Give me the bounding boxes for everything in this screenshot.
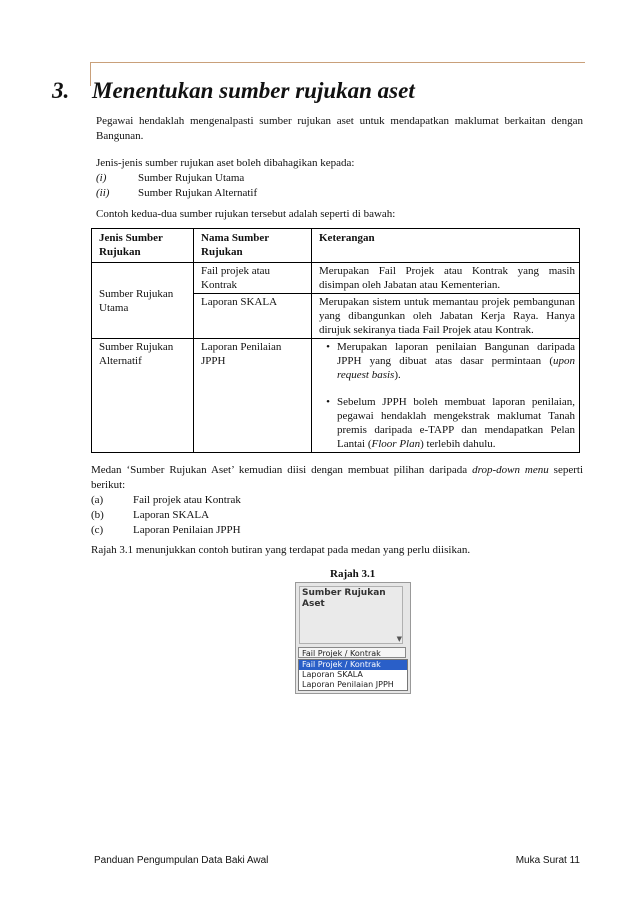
list-label: (b): [91, 509, 104, 521]
bullet-italic: upon request basis: [337, 355, 575, 381]
list-label: (a): [91, 494, 104, 506]
section-heading: [52, 78, 415, 104]
bullet-item: [319, 340, 575, 382]
list-item: [91, 523, 583, 538]
table-cell-desc: Merupakan sistem untuk memantau projek pembangunan yang dibangunkan oleh Jabatan Kerja Raya. Hanya dirujuk sekiranya tiada Fail Projek atau Kontrak.: [312, 294, 580, 339]
bullet-italic: Floor Plan: [371, 438, 421, 450]
dropdown-option[interactable]: Laporan SKALA: [302, 670, 363, 679]
table-row: [92, 339, 580, 453]
list-label: (i): [96, 172, 107, 184]
dropdown-option[interactable]: Fail Projek / Kontrak: [299, 660, 407, 670]
list-label: (ii): [96, 187, 110, 199]
list-text: Laporan Penilaian JPPH: [133, 524, 241, 536]
table-cell-desc: [312, 339, 580, 453]
list-item: [96, 171, 583, 186]
types-list: [96, 171, 583, 201]
bullet-text-end: ).: [394, 369, 401, 381]
table-cell-name: Laporan SKALA: [194, 294, 312, 339]
footer-page-number: Muka Surat 11: [515, 855, 580, 866]
bullet-text-end: ) terlebih dahulu.: [420, 438, 496, 450]
list-text: Laporan SKALA: [133, 509, 210, 521]
medan-block: [91, 463, 583, 538]
options-list: [91, 493, 583, 538]
medan-paragraph: Medan ‘Sumber Rujukan Aset’ kemudian diisi dengan membuat pilihan daripada drop-down menu seperti berikut:: [91, 464, 584, 491]
header-rule: [90, 62, 585, 63]
list-label: (c): [91, 524, 104, 536]
list-text: Sumber Rujukan Alternatif: [138, 187, 258, 199]
list-item: [96, 186, 583, 201]
chevron-down-icon[interactable]: ▼: [396, 635, 402, 643]
bullet-icon: •: [326, 396, 330, 408]
bullet-icon: •: [326, 341, 330, 353]
example-intro-block: [96, 207, 583, 222]
intro-paragraph: Pegawai hendaklah mengenalpasti sumber rujukan aset untuk mendapatkan maklumat berkaitan dengan Bangunan.: [96, 115, 583, 142]
dropdown-option[interactable]: Laporan Penilaian JPPH: [302, 680, 394, 689]
bullet-text: Merupakan laporan penilaian Bangunan daripada JPPH yang dibuat atas dasar permintaan (: [337, 341, 575, 367]
section-number: 3.: [52, 78, 70, 103]
types-intro: Jenis-jenis sumber rujukan aset boleh dibahagikan kepada:: [96, 157, 355, 169]
dropdown-options: [298, 659, 408, 691]
table-cell-desc: Merupakan Fail Projek atau Kontrak yang masih disimpan oleh Jabatan atau Kementerian.: [312, 263, 580, 294]
table-cell-name: Fail projek atau Kontrak: [194, 263, 312, 294]
example-intro: Contoh kedua-dua sumber rujukan tersebut adalah seperti di bawah:: [96, 208, 396, 220]
source-table: [91, 228, 580, 453]
table-header: Keterangan: [312, 229, 580, 263]
intro-block: [96, 114, 583, 144]
table-header: Jenis Sumber Rujukan: [92, 229, 194, 263]
figure-title: Rajah 3.1: [330, 568, 376, 580]
list-item: [91, 508, 583, 523]
footer-title: Panduan Pengumpulan Data Baki Awal: [94, 855, 269, 866]
list-item: [91, 493, 583, 508]
dropdown-select[interactable]: Fail Projek / Kontrak: [298, 647, 406, 658]
rajah-block: [91, 543, 583, 558]
types-block: [96, 156, 583, 201]
table-cell-type: Sumber Rujukan Alternatif: [92, 339, 194, 453]
field-label: Sumber Rujukan Aset: [299, 586, 403, 644]
bullet-item: [319, 395, 575, 451]
table-header: Nama Sumber Rujukan: [194, 229, 312, 263]
table-cell-name: Laporan Penilaian JPPH: [194, 339, 312, 453]
section-title: Menentukan sumber rujukan aset: [92, 78, 415, 103]
table-cell-type: Sumber Rujukan Utama: [92, 263, 194, 339]
list-text: Fail projek atau Kontrak: [133, 494, 241, 506]
list-text: Sumber Rujukan Utama: [138, 172, 245, 184]
rajah-paragraph: Rajah 3.1 menunjukkan contoh butiran yang terdapat pada medan yang perlu diisikan.: [91, 544, 471, 556]
figure-dropdown-example: [295, 582, 411, 694]
table-header-row: [92, 229, 580, 263]
table-row: [92, 263, 580, 294]
bullet-text: Sebelum JPPH boleh membuat laporan penilaian, pegawai hendaklah mengekstrak maklumat Tanah premis daripada e-TAPP dan mendapatkan Pelan Lantai (: [337, 396, 575, 450]
